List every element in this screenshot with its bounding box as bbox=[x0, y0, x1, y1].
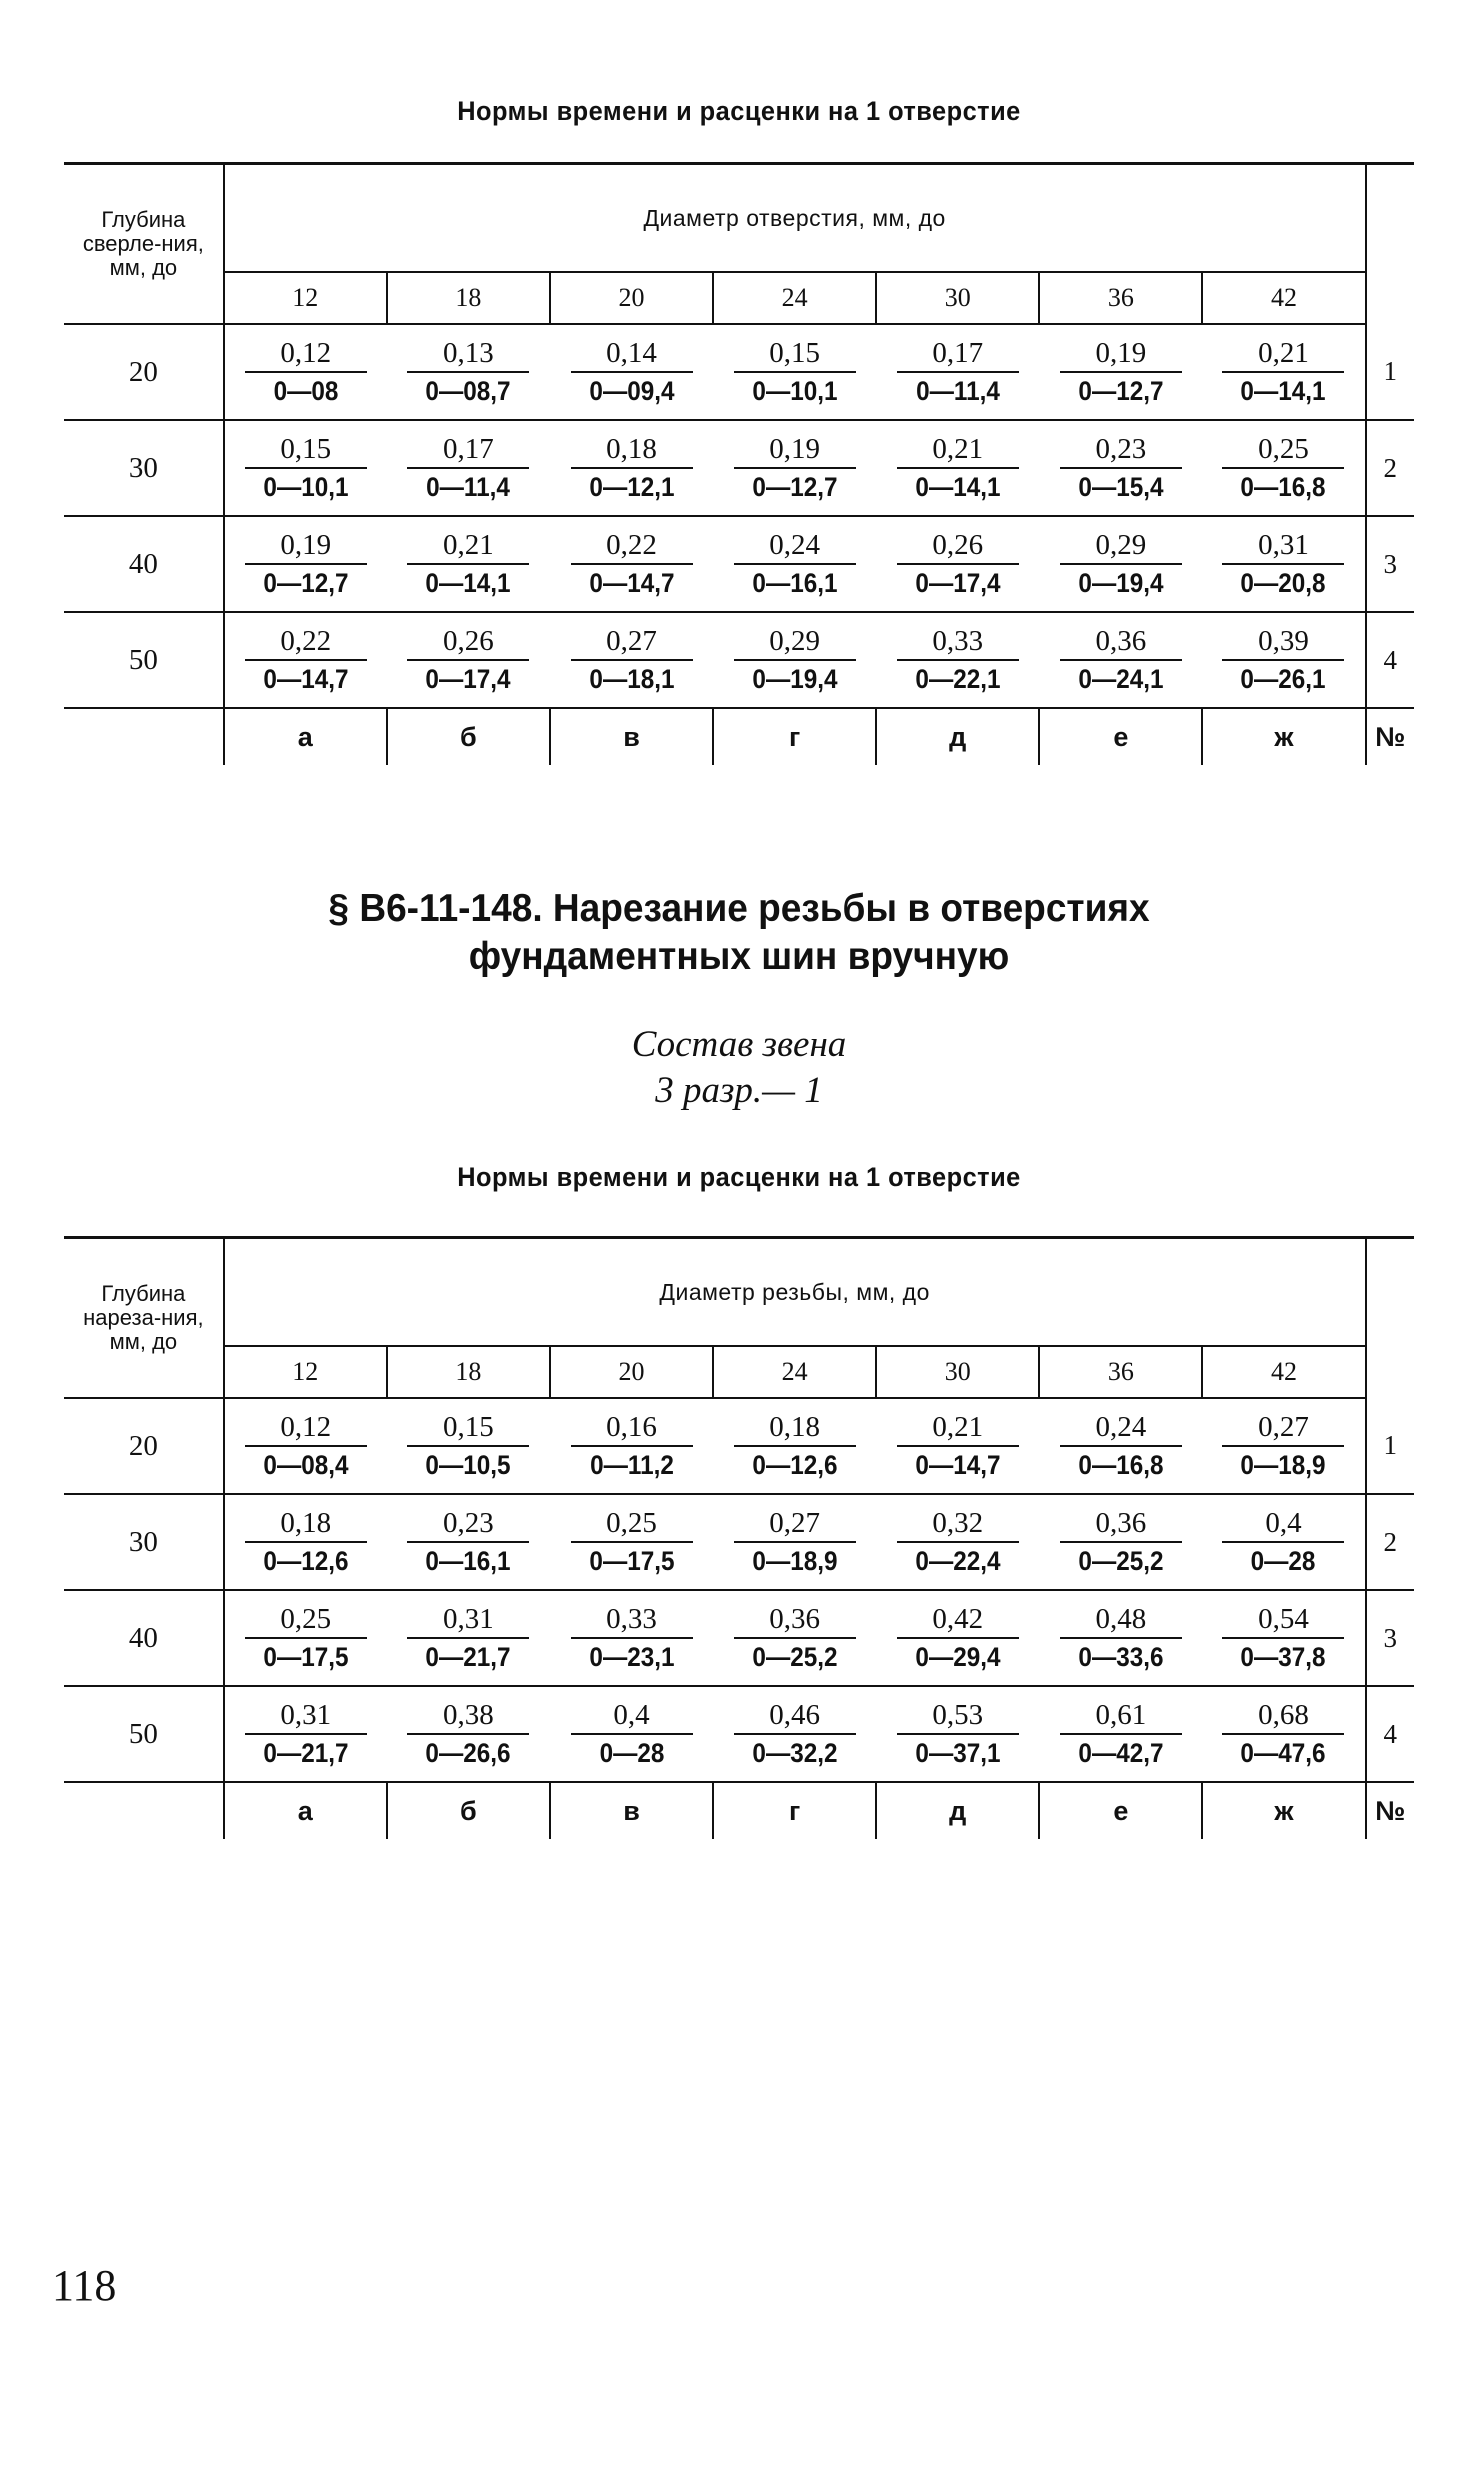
composition-grade: 3 разр.— 1 bbox=[655, 1070, 823, 1111]
column-letter: б bbox=[387, 708, 550, 765]
time-norm: 0,26 bbox=[407, 623, 529, 661]
norm-fraction bbox=[407, 1409, 529, 1483]
time-norm: 0,4 bbox=[1222, 1505, 1344, 1543]
norm-cell bbox=[550, 612, 713, 708]
norm-cell bbox=[387, 1494, 550, 1590]
norm-fraction bbox=[734, 335, 856, 409]
number-label: № bbox=[1375, 721, 1406, 752]
norm-cell bbox=[1039, 324, 1202, 420]
time-norm: 0,25 bbox=[1222, 431, 1344, 469]
depth-cell: 20 bbox=[64, 1398, 224, 1494]
price-rate: 0—16,1 bbox=[425, 1546, 511, 1576]
diameter-header: 24 bbox=[713, 1346, 876, 1398]
table1 bbox=[64, 162, 1414, 765]
norm-fraction bbox=[897, 623, 1019, 697]
norm-cell bbox=[550, 1686, 713, 1782]
column-letter: д bbox=[876, 708, 1039, 765]
norm-fraction bbox=[571, 623, 693, 697]
norm-fraction bbox=[245, 1505, 367, 1579]
time-norm: 0,18 bbox=[571, 431, 693, 469]
time-norm: 0,36 bbox=[734, 1601, 856, 1639]
column-letter: в bbox=[550, 1782, 713, 1839]
price-rate: 0—24,1 bbox=[1078, 664, 1164, 694]
section-title-line2: фундаментных шин вручную bbox=[468, 935, 1010, 978]
depth-cell: 40 bbox=[64, 1590, 224, 1686]
norm-cell bbox=[1039, 1686, 1202, 1782]
time-norm: 0,27 bbox=[734, 1505, 856, 1543]
norm-cell bbox=[387, 324, 550, 420]
depth-cell: 40 bbox=[64, 516, 224, 612]
time-norm: 0,15 bbox=[734, 335, 856, 373]
price-rate: 0—37,1 bbox=[915, 1738, 1001, 1768]
norm-cell bbox=[876, 1686, 1039, 1782]
price-rate: 0—32,2 bbox=[752, 1738, 838, 1768]
time-norm: 0,25 bbox=[571, 1505, 693, 1543]
price-rate: 0—12,7 bbox=[752, 472, 838, 502]
norm-cell bbox=[713, 516, 876, 612]
stub-header: Глубина нареза-ния, мм, до bbox=[64, 1238, 224, 1399]
price-rate: 0—17,4 bbox=[915, 568, 1001, 598]
time-norm: 0,17 bbox=[407, 431, 529, 469]
time-norm: 0,21 bbox=[897, 1409, 1019, 1447]
table-row bbox=[64, 420, 1414, 516]
norm-fraction bbox=[245, 1697, 367, 1771]
norm-cell bbox=[550, 516, 713, 612]
price-rate: 0—26,6 bbox=[425, 1738, 511, 1768]
time-norm: 0,24 bbox=[734, 527, 856, 565]
time-norm: 0,25 bbox=[245, 1601, 367, 1639]
page-number: 118 bbox=[52, 2261, 117, 2310]
norm-cell bbox=[1202, 1398, 1365, 1494]
row-number: 3 bbox=[1366, 516, 1414, 612]
norm-fraction bbox=[897, 431, 1019, 505]
norm-cell bbox=[224, 324, 387, 420]
norm-cell bbox=[713, 324, 876, 420]
section-title bbox=[37, 885, 1441, 981]
norm-fraction bbox=[245, 431, 367, 505]
row-number: 2 bbox=[1366, 420, 1414, 516]
norm-fraction bbox=[407, 623, 529, 697]
norm-cell bbox=[387, 1398, 550, 1494]
norm-fraction bbox=[407, 1505, 529, 1579]
norm-fraction bbox=[1222, 623, 1344, 697]
norm-cell bbox=[387, 1686, 550, 1782]
time-norm: 0,38 bbox=[407, 1697, 529, 1735]
norm-cell bbox=[224, 612, 387, 708]
time-norm: 0,23 bbox=[407, 1505, 529, 1543]
time-norm: 0,48 bbox=[1060, 1601, 1182, 1639]
time-norm: 0,21 bbox=[1222, 335, 1344, 373]
price-rate: 0—10,5 bbox=[425, 1450, 511, 1480]
time-norm: 0,32 bbox=[897, 1505, 1019, 1543]
diameter-header: 18 bbox=[387, 272, 550, 324]
price-rate: 0—12,6 bbox=[263, 1546, 349, 1576]
price-rate: 0—16,8 bbox=[1078, 1450, 1164, 1480]
norm-fraction bbox=[1060, 431, 1182, 505]
norm-fraction bbox=[897, 1697, 1019, 1771]
depth-cell: 50 bbox=[64, 1686, 224, 1782]
norm-fraction bbox=[571, 1697, 693, 1771]
price-rate: 0—15,4 bbox=[1078, 472, 1164, 502]
time-norm: 0,36 bbox=[1060, 623, 1182, 661]
price-rate: 0—10,1 bbox=[263, 472, 349, 502]
norm-fraction bbox=[245, 623, 367, 697]
time-norm: 0,15 bbox=[245, 431, 367, 469]
norm-fraction bbox=[1222, 1697, 1344, 1771]
price-rate: 0—23,1 bbox=[588, 1642, 675, 1672]
table-row bbox=[64, 1494, 1414, 1590]
norm-cell bbox=[876, 1494, 1039, 1590]
norm-fraction bbox=[245, 1601, 367, 1675]
norm-fraction bbox=[734, 623, 856, 697]
norm-fraction bbox=[1222, 431, 1344, 505]
price-rate: 0—11,4 bbox=[426, 472, 511, 502]
norm-cell bbox=[1202, 1494, 1365, 1590]
diameter-header: 36 bbox=[1039, 1346, 1202, 1398]
price-rate: 0—22,4 bbox=[915, 1546, 1001, 1576]
diameter-header: 24 bbox=[713, 272, 876, 324]
crew-composition bbox=[0, 1022, 1478, 1114]
time-norm: 0,61 bbox=[1060, 1697, 1182, 1735]
norm-fraction bbox=[571, 527, 693, 601]
norm-cell bbox=[224, 1398, 387, 1494]
norm-fraction bbox=[734, 1697, 856, 1771]
price-rate: 0—14,1 bbox=[1240, 376, 1327, 406]
norm-fraction bbox=[407, 1697, 529, 1771]
time-norm: 0,33 bbox=[897, 623, 1019, 661]
price-rate: 0—42,7 bbox=[1078, 1738, 1164, 1768]
norm-cell bbox=[224, 1590, 387, 1686]
price-rate: 0—18,1 bbox=[588, 664, 675, 694]
norm-fraction bbox=[1060, 527, 1182, 601]
time-norm: 0,42 bbox=[897, 1601, 1019, 1639]
time-norm: 0,36 bbox=[1060, 1505, 1182, 1543]
norm-fraction bbox=[1060, 1601, 1182, 1675]
price-rate: 0—21,7 bbox=[263, 1738, 349, 1768]
norm-cell bbox=[876, 1398, 1039, 1494]
depth-cell: 30 bbox=[64, 420, 224, 516]
norm-cell bbox=[876, 420, 1039, 516]
norm-cell bbox=[713, 1494, 876, 1590]
diameter-header: 42 bbox=[1202, 1346, 1365, 1398]
time-norm: 0,31 bbox=[407, 1601, 529, 1639]
price-rate: 0—11,4 bbox=[915, 376, 1000, 406]
depth-cell: 50 bbox=[64, 612, 224, 708]
time-norm: 0,19 bbox=[1060, 335, 1182, 373]
time-norm: 0,23 bbox=[1060, 431, 1182, 469]
norm-fraction bbox=[1060, 335, 1182, 409]
norm-cell bbox=[387, 516, 550, 612]
time-norm: 0,16 bbox=[571, 1409, 693, 1447]
time-norm: 0,22 bbox=[245, 623, 367, 661]
time-norm: 0,19 bbox=[245, 527, 367, 565]
norm-cell bbox=[713, 1686, 876, 1782]
norm-fraction bbox=[245, 1409, 367, 1483]
norm-cell bbox=[1202, 420, 1365, 516]
norm-fraction bbox=[1060, 1505, 1182, 1579]
norm-fraction bbox=[571, 335, 693, 409]
time-norm: 0,4 bbox=[571, 1697, 693, 1735]
norm-cell bbox=[224, 1686, 387, 1782]
column-letter: б bbox=[387, 1782, 550, 1839]
price-rate: 0—20,8 bbox=[1240, 568, 1327, 598]
row-number: 4 bbox=[1366, 1686, 1414, 1782]
row-number: 4 bbox=[1366, 612, 1414, 708]
norm-cell bbox=[550, 324, 713, 420]
price-rate: 0—08,4 bbox=[263, 1450, 349, 1480]
table-row bbox=[64, 1398, 1414, 1494]
norm-fraction bbox=[407, 431, 529, 505]
norm-fraction bbox=[1222, 335, 1344, 409]
norm-fraction bbox=[407, 527, 529, 601]
norm-cell bbox=[1039, 516, 1202, 612]
norm-cell bbox=[1039, 1590, 1202, 1686]
time-norm: 0,24 bbox=[1060, 1409, 1182, 1447]
norm-cell bbox=[224, 420, 387, 516]
price-rate: 0—17,5 bbox=[588, 1546, 675, 1576]
price-rate: 0—21,7 bbox=[425, 1642, 511, 1672]
row-number: 3 bbox=[1366, 1590, 1414, 1686]
time-norm: 0,46 bbox=[734, 1697, 856, 1735]
norm-fraction bbox=[897, 1601, 1019, 1675]
price-rate: 0—12,7 bbox=[263, 568, 349, 598]
norm-cell bbox=[713, 1398, 876, 1494]
norm-cell bbox=[387, 1590, 550, 1686]
price-rate: 0—09,4 bbox=[588, 376, 675, 406]
price-rate: 0—19,4 bbox=[752, 664, 838, 694]
price-rate: 0—10,1 bbox=[752, 376, 838, 406]
time-norm: 0,18 bbox=[245, 1505, 367, 1543]
stub-header: Глубина сверле-ния, мм, до bbox=[64, 164, 224, 325]
norm-cell bbox=[713, 612, 876, 708]
norm-cell bbox=[1202, 612, 1365, 708]
row-number: 1 bbox=[1366, 1398, 1414, 1494]
number-column-header bbox=[1366, 1238, 1414, 1399]
time-norm: 0,19 bbox=[734, 431, 856, 469]
column-letter: д bbox=[876, 1782, 1039, 1839]
price-rate: 0—25,2 bbox=[1078, 1546, 1164, 1576]
norm-cell bbox=[1202, 324, 1365, 420]
norm-fraction bbox=[1222, 1409, 1344, 1483]
price-rate: 0—37,8 bbox=[1240, 1642, 1327, 1672]
norm-fraction bbox=[1222, 1601, 1344, 1675]
norm-fraction bbox=[571, 431, 693, 505]
price-rate: 0—26,1 bbox=[1240, 664, 1327, 694]
column-group-header: Диаметр отверстия, мм, до bbox=[224, 164, 1366, 273]
norm-cell bbox=[387, 420, 550, 516]
price-rate: 0—14,1 bbox=[425, 568, 511, 598]
column-letter: ж bbox=[1202, 1782, 1365, 1839]
time-norm: 0,21 bbox=[897, 431, 1019, 469]
norm-fraction bbox=[897, 1505, 1019, 1579]
price-rate: 0—12,7 bbox=[1078, 376, 1164, 406]
norm-cell bbox=[1202, 1590, 1365, 1686]
diameter-header: 20 bbox=[550, 272, 713, 324]
norm-fraction bbox=[1060, 623, 1182, 697]
depth-cell: 30 bbox=[64, 1494, 224, 1590]
time-norm: 0,21 bbox=[407, 527, 529, 565]
table-row bbox=[64, 1686, 1414, 1782]
letter-row-stub bbox=[64, 708, 224, 765]
time-norm: 0,31 bbox=[1222, 527, 1344, 565]
time-norm: 0,17 bbox=[897, 335, 1019, 373]
norm-fraction bbox=[897, 527, 1019, 601]
norm-fraction bbox=[897, 1409, 1019, 1483]
price-rate: 0—12,1 bbox=[588, 472, 675, 502]
price-rate: 0—18,9 bbox=[752, 1546, 838, 1576]
time-norm: 0,27 bbox=[571, 623, 693, 661]
diameter-header: 42 bbox=[1202, 272, 1365, 324]
depth-cell: 20 bbox=[64, 324, 224, 420]
number-label: № bbox=[1375, 1795, 1406, 1826]
letter-row-stub bbox=[64, 1782, 224, 1839]
time-norm: 0,22 bbox=[571, 527, 693, 565]
diameter-header: 18 bbox=[387, 1346, 550, 1398]
price-rate: 0—22,1 bbox=[915, 664, 1001, 694]
composition-heading: Состав звена bbox=[631, 1024, 847, 1065]
column-letter: г bbox=[713, 708, 876, 765]
time-norm: 0,15 bbox=[407, 1409, 529, 1447]
price-rate: 0—14,7 bbox=[263, 664, 349, 694]
norm-fraction bbox=[571, 1601, 693, 1675]
norm-cell bbox=[876, 324, 1039, 420]
column-letter: а bbox=[224, 708, 387, 765]
norm-cell bbox=[224, 1494, 387, 1590]
norm-fraction bbox=[734, 431, 856, 505]
price-rate: 0—14,1 bbox=[915, 472, 1001, 502]
price-rate: 0—17,4 bbox=[425, 664, 511, 694]
norm-fraction bbox=[407, 335, 529, 409]
section-title-line1: § В6-11-148. Нарезание резьбы в отверстиях bbox=[328, 887, 1150, 930]
time-norm: 0,13 bbox=[407, 335, 529, 373]
row-number: 1 bbox=[1366, 324, 1414, 420]
norm-cell bbox=[224, 516, 387, 612]
column-letter: г bbox=[713, 1782, 876, 1839]
norm-fraction bbox=[1060, 1409, 1182, 1483]
price-rate: 0—28 bbox=[599, 1738, 664, 1768]
norm-fraction bbox=[734, 1409, 856, 1483]
time-norm: 0,14 bbox=[571, 335, 693, 373]
norm-fraction bbox=[571, 1505, 693, 1579]
time-norm: 0,12 bbox=[245, 1409, 367, 1447]
price-rate: 0—16,8 bbox=[1240, 472, 1327, 502]
norm-cell bbox=[550, 1494, 713, 1590]
price-rate: 0—08 bbox=[273, 376, 339, 406]
price-rate: 0—12,6 bbox=[752, 1450, 838, 1480]
norm-fraction bbox=[734, 527, 856, 601]
norm-cell bbox=[876, 1590, 1039, 1686]
table-row bbox=[64, 612, 1414, 708]
time-norm: 0,26 bbox=[897, 527, 1019, 565]
time-norm: 0,29 bbox=[1060, 527, 1182, 565]
time-norm: 0,31 bbox=[245, 1697, 367, 1735]
column-letter: е bbox=[1039, 1782, 1202, 1839]
norm-cell bbox=[713, 1590, 876, 1686]
time-norm: 0,68 bbox=[1222, 1697, 1344, 1735]
diameter-header: 30 bbox=[876, 1346, 1039, 1398]
price-rate: 0—33,6 bbox=[1078, 1642, 1164, 1672]
time-norm: 0,53 bbox=[897, 1697, 1019, 1735]
price-rate: 0—25,2 bbox=[752, 1642, 838, 1672]
norm-fraction bbox=[897, 335, 1019, 409]
column-letter: а bbox=[224, 1782, 387, 1839]
column-letter: ж bbox=[1202, 708, 1365, 765]
time-norm: 0,18 bbox=[734, 1409, 856, 1447]
norm-fraction bbox=[1222, 1505, 1344, 1579]
norm-cell bbox=[1202, 516, 1365, 612]
price-rate: 0—17,5 bbox=[263, 1642, 349, 1672]
norm-cell bbox=[1039, 612, 1202, 708]
time-norm: 0,12 bbox=[245, 335, 367, 373]
norm-cell bbox=[550, 420, 713, 516]
norm-fraction bbox=[245, 527, 367, 601]
norm-cell bbox=[1039, 420, 1202, 516]
diameter-header: 36 bbox=[1039, 272, 1202, 324]
column-group-header: Диаметр резьбы, мм, до bbox=[224, 1238, 1366, 1347]
table-row bbox=[64, 516, 1414, 612]
column-letter: в bbox=[550, 708, 713, 765]
time-norm: 0,29 bbox=[734, 623, 856, 661]
table1-caption: Нормы времени и расценки на 1 отверстие bbox=[457, 96, 1021, 126]
norm-fraction bbox=[734, 1601, 856, 1675]
price-rate: 0—28 bbox=[1251, 1546, 1316, 1576]
price-rate: 0—18,9 bbox=[1240, 1450, 1327, 1480]
price-rate: 0—14,7 bbox=[588, 568, 675, 598]
norm-fraction bbox=[1060, 1697, 1182, 1771]
column-letter: е bbox=[1039, 708, 1202, 765]
price-rate: 0—29,4 bbox=[915, 1642, 1001, 1672]
price-rate: 0—11,2 bbox=[589, 1450, 674, 1480]
price-rate: 0—19,4 bbox=[1078, 568, 1164, 598]
price-rate: 0—47,6 bbox=[1240, 1738, 1327, 1768]
norm-fraction bbox=[1222, 527, 1344, 601]
norm-cell bbox=[387, 612, 550, 708]
norm-cell bbox=[1202, 1686, 1365, 1782]
table-row bbox=[64, 324, 1414, 420]
norm-cell bbox=[713, 420, 876, 516]
number-column-header bbox=[1366, 164, 1414, 325]
norm-cell bbox=[876, 516, 1039, 612]
price-rate: 0—16,1 bbox=[752, 568, 838, 598]
diameter-header: 30 bbox=[876, 272, 1039, 324]
norm-fraction bbox=[407, 1601, 529, 1675]
price-rate: 0—08,7 bbox=[425, 376, 511, 406]
norm-fraction bbox=[734, 1505, 856, 1579]
norm-fraction bbox=[245, 335, 367, 409]
table2 bbox=[64, 1236, 1414, 1839]
norm-cell bbox=[550, 1398, 713, 1494]
time-norm: 0,27 bbox=[1222, 1409, 1344, 1447]
norm-fraction bbox=[571, 1409, 693, 1483]
norm-cell bbox=[550, 1590, 713, 1686]
diameter-header: 20 bbox=[550, 1346, 713, 1398]
time-norm: 0,54 bbox=[1222, 1601, 1344, 1639]
row-number: 2 bbox=[1366, 1494, 1414, 1590]
norm-cell bbox=[1039, 1494, 1202, 1590]
table2-caption: Нормы времени и расценки на 1 отверстие bbox=[457, 1162, 1021, 1192]
diameter-header: 12 bbox=[224, 272, 387, 324]
norm-cell bbox=[1039, 1398, 1202, 1494]
price-rate: 0—14,7 bbox=[915, 1450, 1001, 1480]
table-row bbox=[64, 1590, 1414, 1686]
diameter-header: 12 bbox=[224, 1346, 387, 1398]
norm-cell bbox=[876, 612, 1039, 708]
time-norm: 0,33 bbox=[571, 1601, 693, 1639]
time-norm: 0,39 bbox=[1222, 623, 1344, 661]
